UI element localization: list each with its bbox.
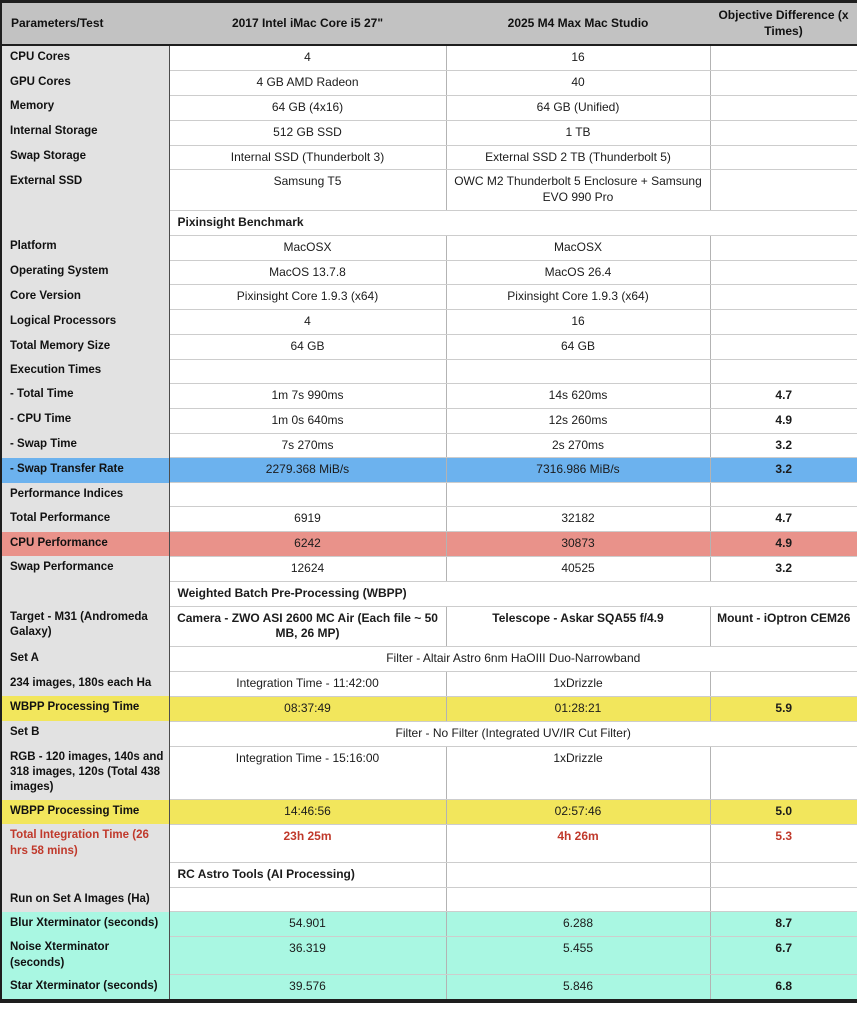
table-row bbox=[1, 746, 857, 800]
row-label bbox=[1, 863, 169, 888]
row-label: Memory bbox=[1, 95, 169, 120]
section-cell: Weighted Batch Pre-Processing (WBPP) bbox=[169, 581, 857, 606]
section-cell: Pixinsight Benchmark bbox=[169, 210, 857, 235]
row-label: Blur Xterminator (seconds) bbox=[1, 912, 169, 937]
table-row bbox=[1, 507, 857, 532]
table-row bbox=[1, 408, 857, 433]
row-label: Set A bbox=[1, 647, 169, 672]
data-cell: 01:28:21 bbox=[446, 696, 710, 721]
data-cell: 6.7 bbox=[710, 936, 857, 974]
data-cell: MacOSX bbox=[169, 235, 446, 260]
row-label: Total Integration Time (26 hrs 58 mins) bbox=[1, 824, 169, 862]
row-label: CPU Performance bbox=[1, 532, 169, 557]
table-row bbox=[1, 458, 857, 483]
data-cell bbox=[710, 260, 857, 285]
data-cell: 7s 270ms bbox=[169, 433, 446, 458]
data-cell: 1 TB bbox=[446, 120, 710, 145]
data-cell: 7316.986 MiB/s bbox=[446, 458, 710, 483]
row-label: Total Performance bbox=[1, 507, 169, 532]
row-label: Set B bbox=[1, 721, 169, 746]
data-cell bbox=[169, 359, 446, 383]
data-cell: 2s 270ms bbox=[446, 433, 710, 458]
data-cell: 2279.368 MiB/s bbox=[169, 458, 446, 483]
data-cell bbox=[710, 863, 857, 888]
data-cell bbox=[710, 746, 857, 800]
table-row bbox=[1, 483, 857, 507]
data-cell: 12s 260ms bbox=[446, 408, 710, 433]
data-cell bbox=[710, 888, 857, 912]
data-cell: Camera - ZWO ASI 2600 MC Air (Each file ~ 50 MB, 26 MP) bbox=[169, 606, 446, 647]
table-row bbox=[1, 310, 857, 335]
table-row bbox=[1, 433, 857, 458]
table-row bbox=[1, 71, 857, 96]
data-cell: MacOSX bbox=[446, 235, 710, 260]
row-label: CPU Cores bbox=[1, 45, 169, 70]
data-cell: MacOS 13.7.8 bbox=[169, 260, 446, 285]
data-cell: 6.288 bbox=[446, 912, 710, 937]
data-cell: 54.901 bbox=[169, 912, 446, 937]
data-cell bbox=[710, 483, 857, 507]
data-cell bbox=[710, 310, 857, 335]
row-label: External SSD bbox=[1, 170, 169, 211]
data-cell: Samsung T5 bbox=[169, 170, 446, 211]
column-header-objective-difference: Objective Difference (x Times) bbox=[710, 2, 857, 46]
data-cell bbox=[446, 483, 710, 507]
data-cell: 02:57:46 bbox=[446, 800, 710, 825]
table-row bbox=[1, 383, 857, 408]
table-row bbox=[1, 95, 857, 120]
column-header-mac-studio-2025: 2025 M4 Max Mac Studio bbox=[446, 2, 710, 46]
data-cell: 4.7 bbox=[710, 383, 857, 408]
data-cell bbox=[710, 45, 857, 70]
row-label: Run on Set A Images (Ha) bbox=[1, 888, 169, 912]
row-label: Core Version bbox=[1, 285, 169, 310]
table-row bbox=[1, 975, 857, 1001]
row-label: Operating System bbox=[1, 260, 169, 285]
table-row bbox=[1, 210, 857, 235]
table-row bbox=[1, 260, 857, 285]
data-cell: 4h 26m bbox=[446, 824, 710, 862]
row-label: - Total Time bbox=[1, 383, 169, 408]
data-cell: 6242 bbox=[169, 532, 446, 557]
section-cell: Filter - Altair Astro 6nm HaOIII Duo-Narrowband bbox=[169, 647, 857, 672]
data-cell: 1xDrizzle bbox=[446, 672, 710, 697]
row-label: RGB - 120 images, 140s and 318 images, 120s (Total 438 images) bbox=[1, 746, 169, 800]
data-cell: 4.9 bbox=[710, 408, 857, 433]
data-cell: 40525 bbox=[446, 556, 710, 581]
table-row bbox=[1, 647, 857, 672]
row-label: WBPP Processing Time bbox=[1, 696, 169, 721]
data-cell: 3.2 bbox=[710, 458, 857, 483]
data-cell: 4.9 bbox=[710, 532, 857, 557]
table-row bbox=[1, 120, 857, 145]
data-cell bbox=[446, 888, 710, 912]
row-label: Swap Storage bbox=[1, 145, 169, 170]
data-cell: 14:46:56 bbox=[169, 800, 446, 825]
table-row bbox=[1, 606, 857, 647]
data-cell: 14s 620ms bbox=[446, 383, 710, 408]
table-row bbox=[1, 45, 857, 70]
row-label: Swap Performance bbox=[1, 556, 169, 581]
header-row bbox=[1, 2, 857, 46]
table-body bbox=[1, 45, 857, 1001]
table-row bbox=[1, 696, 857, 721]
data-cell: 1m 7s 990ms bbox=[169, 383, 446, 408]
data-cell bbox=[169, 888, 446, 912]
data-cell: 64 GB (Unified) bbox=[446, 95, 710, 120]
table-row bbox=[1, 888, 857, 912]
data-cell bbox=[710, 145, 857, 170]
table-row bbox=[1, 335, 857, 360]
data-cell: Internal SSD (Thunderbolt 3) bbox=[169, 145, 446, 170]
data-cell: 4 bbox=[169, 310, 446, 335]
data-cell: 6.8 bbox=[710, 975, 857, 1001]
row-label bbox=[1, 581, 169, 606]
data-cell: 12624 bbox=[169, 556, 446, 581]
data-cell: 64 GB bbox=[446, 335, 710, 360]
table-row bbox=[1, 863, 857, 888]
data-cell bbox=[446, 359, 710, 383]
data-cell: Pixinsight Core 1.9.3 (x64) bbox=[446, 285, 710, 310]
data-cell bbox=[710, 120, 857, 145]
data-cell: 16 bbox=[446, 310, 710, 335]
data-cell: 5.3 bbox=[710, 824, 857, 862]
data-cell: 23h 25m bbox=[169, 824, 446, 862]
row-label: 234 images, 180s each Ha bbox=[1, 672, 169, 697]
data-cell: 4.7 bbox=[710, 507, 857, 532]
data-cell: 5.846 bbox=[446, 975, 710, 1001]
data-cell: 30873 bbox=[446, 532, 710, 557]
data-cell: 16 bbox=[446, 45, 710, 70]
data-cell bbox=[169, 483, 446, 507]
data-cell: 4 GB AMD Radeon bbox=[169, 71, 446, 96]
row-label: - Swap Transfer Rate bbox=[1, 458, 169, 483]
table-row bbox=[1, 672, 857, 697]
row-label: WBPP Processing Time bbox=[1, 800, 169, 825]
data-cell: 4 bbox=[169, 45, 446, 70]
data-cell bbox=[446, 863, 710, 888]
section-cell: Filter - No Filter (Integrated UV/IR Cut Filter) bbox=[169, 721, 857, 746]
data-cell: Integration Time - 11:42:00 bbox=[169, 672, 446, 697]
table-row bbox=[1, 556, 857, 581]
data-cell bbox=[710, 672, 857, 697]
row-label: Target - M31 (Andromeda Galaxy) bbox=[1, 606, 169, 647]
row-label: Internal Storage bbox=[1, 120, 169, 145]
column-header-parameters: Parameters/Test bbox=[1, 2, 169, 46]
data-cell: 40 bbox=[446, 71, 710, 96]
row-label: Star Xterminator (seconds) bbox=[1, 975, 169, 1001]
row-label: Noise Xterminator (seconds) bbox=[1, 936, 169, 974]
data-cell: 36.319 bbox=[169, 936, 446, 974]
table-row bbox=[1, 170, 857, 211]
table-row bbox=[1, 145, 857, 170]
row-label bbox=[1, 210, 169, 235]
row-label: - Swap Time bbox=[1, 433, 169, 458]
table-row bbox=[1, 359, 857, 383]
table-row bbox=[1, 581, 857, 606]
table-row bbox=[1, 824, 857, 862]
data-cell: 64 GB bbox=[169, 335, 446, 360]
data-cell: MacOS 26.4 bbox=[446, 260, 710, 285]
data-cell bbox=[710, 95, 857, 120]
data-cell: Pixinsight Core 1.9.3 (x64) bbox=[169, 285, 446, 310]
data-cell: Telescope - Askar SQA55 f/4.9 bbox=[446, 606, 710, 647]
row-label: Platform bbox=[1, 235, 169, 260]
column-header-imac-2017: 2017 Intel iMac Core i5 27" bbox=[169, 2, 446, 46]
data-cell: 512 GB SSD bbox=[169, 120, 446, 145]
row-label: Logical Processors bbox=[1, 310, 169, 335]
data-cell: 3.2 bbox=[710, 556, 857, 581]
row-label: Execution Times bbox=[1, 359, 169, 383]
table-row bbox=[1, 912, 857, 937]
table-row bbox=[1, 800, 857, 825]
data-cell: 5.0 bbox=[710, 800, 857, 825]
row-label: GPU Cores bbox=[1, 71, 169, 96]
data-cell: 3.2 bbox=[710, 433, 857, 458]
data-cell: 8.7 bbox=[710, 912, 857, 937]
data-cell: External SSD 2 TB (Thunderbolt 5) bbox=[446, 145, 710, 170]
data-cell bbox=[710, 71, 857, 96]
data-cell: 1m 0s 640ms bbox=[169, 408, 446, 433]
data-cell bbox=[710, 285, 857, 310]
row-label: Performance Indices bbox=[1, 483, 169, 507]
table-row bbox=[1, 936, 857, 974]
data-cell bbox=[710, 235, 857, 260]
table-row bbox=[1, 532, 857, 557]
data-cell: 64 GB (4x16) bbox=[169, 95, 446, 120]
data-cell: 08:37:49 bbox=[169, 696, 446, 721]
data-cell: 6919 bbox=[169, 507, 446, 532]
table-row bbox=[1, 235, 857, 260]
data-cell: Integration Time - 15:16:00 bbox=[169, 746, 446, 800]
row-label: Total Memory Size bbox=[1, 335, 169, 360]
data-cell: 39.576 bbox=[169, 975, 446, 1001]
data-cell: 1xDrizzle bbox=[446, 746, 710, 800]
data-cell: 5.455 bbox=[446, 936, 710, 974]
data-cell: Mount - iOptron CEM26 bbox=[710, 606, 857, 647]
row-label: - CPU Time bbox=[1, 408, 169, 433]
data-cell: 32182 bbox=[446, 507, 710, 532]
table-row bbox=[1, 721, 857, 746]
data-cell: OWC M2 Thunderbolt 5 Enclosure + Samsung EVO 990 Pro bbox=[446, 170, 710, 211]
data-cell bbox=[710, 170, 857, 211]
table-row bbox=[1, 285, 857, 310]
data-cell bbox=[710, 359, 857, 383]
data-cell: RC Astro Tools (AI Processing) bbox=[169, 863, 446, 888]
data-cell: 5.9 bbox=[710, 696, 857, 721]
data-cell bbox=[710, 335, 857, 360]
